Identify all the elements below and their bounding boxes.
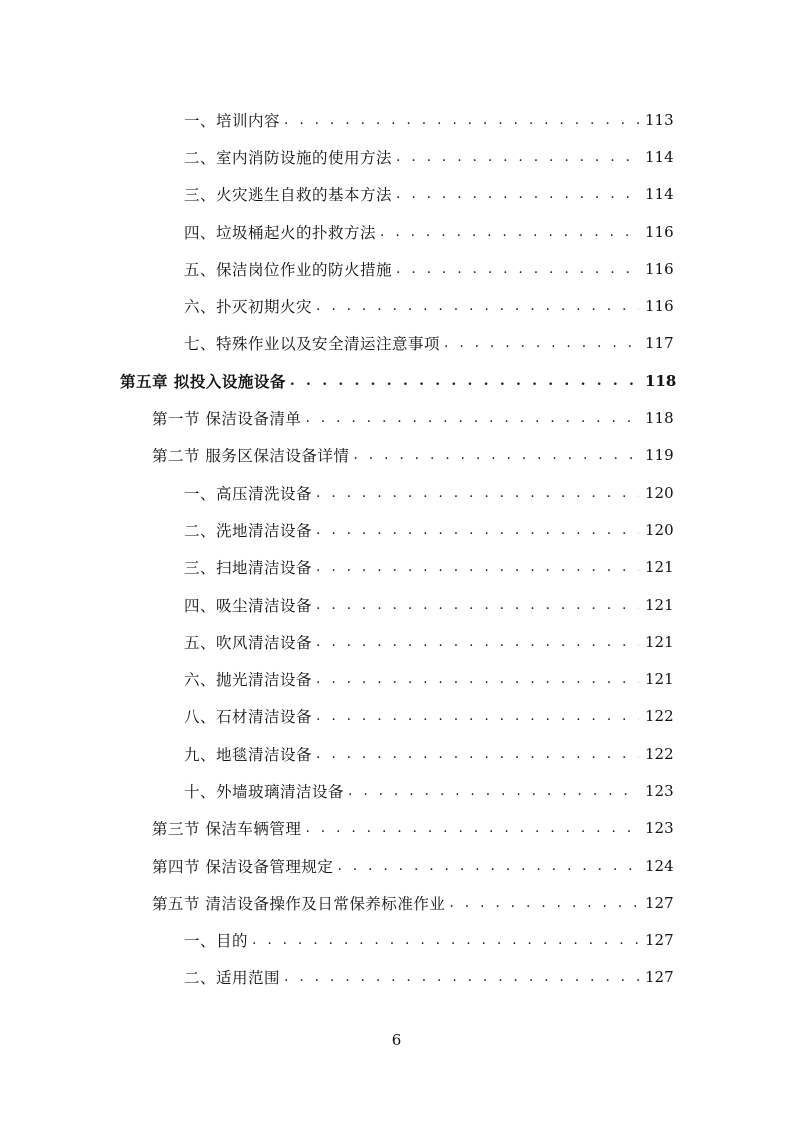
toc-entry-label: 第二节 服务区保洁设备详情 <box>152 447 350 466</box>
toc-entry-page: 118 <box>645 371 677 390</box>
toc-section-entry[interactable] <box>0 399 793 436</box>
toc-entry-page: 122 <box>645 744 674 763</box>
toc-dot-leader <box>316 747 639 761</box>
toc-entry-page: 116 <box>645 222 674 241</box>
toc-entry[interactable] <box>0 511 793 548</box>
toc-entry[interactable] <box>0 735 793 772</box>
toc-entry-label: 第四节 保洁设备管理规定 <box>152 857 334 876</box>
toc-entry[interactable] <box>0 287 793 324</box>
toc-dot-leader <box>396 262 639 276</box>
toc-dot-leader <box>316 560 639 574</box>
toc-dot-leader <box>305 821 639 835</box>
toc-entry-label: 一、高压清洗设备 <box>184 484 313 503</box>
toc-dot-leader <box>353 448 639 462</box>
toc-entry-page: 116 <box>645 259 674 278</box>
toc-entry-label: 第五节 清洁设备操作及日常保养标准作业 <box>152 894 446 913</box>
toc-entry-page: 121 <box>645 595 674 614</box>
toc-entry-label: 第三节 保洁车辆管理 <box>152 820 302 839</box>
toc-entry-label: 九、地毯清洁设备 <box>184 745 313 764</box>
page-number: 6 <box>391 1031 402 1049</box>
toc-entry[interactable] <box>0 250 793 287</box>
toc-entry-label: 二、适用范围 <box>184 969 281 988</box>
toc-entry-label: 四、吸尘清洁设备 <box>184 596 313 615</box>
toc-entry[interactable] <box>0 138 793 175</box>
toc-entry[interactable] <box>0 623 793 660</box>
toc-entry-page: 117 <box>645 334 674 353</box>
toc-entry-page: 124 <box>645 856 674 875</box>
toc-entry[interactable] <box>0 660 793 697</box>
toc-dot-leader <box>316 486 639 500</box>
toc-entry-page: 121 <box>645 632 674 651</box>
toc-dot-leader <box>290 374 639 388</box>
toc-entry-page: 122 <box>645 707 674 726</box>
toc-entry[interactable] <box>0 213 793 250</box>
toc-chapter-entry[interactable] <box>0 362 793 399</box>
toc-entry-page: 127 <box>645 931 674 950</box>
toc-entry-page: 127 <box>645 968 674 987</box>
toc-entry-page: 119 <box>645 446 674 465</box>
toc-section-entry[interactable] <box>0 437 793 474</box>
toc-dot-leader <box>449 896 639 910</box>
toc-entry-label: 一、培训内容 <box>184 111 281 130</box>
toc-entry-label: 第五章 拟投入设施设备 <box>120 371 286 391</box>
toc-dot-leader <box>316 598 639 612</box>
toc-entry[interactable] <box>0 325 793 362</box>
toc-entry-label: 三、扫地清洁设备 <box>184 559 313 578</box>
toc-entry-page: 113 <box>645 110 674 129</box>
toc-entry-label: 一、目的 <box>184 932 249 951</box>
toc-dot-leader <box>380 225 639 239</box>
toc-entry[interactable] <box>0 549 793 586</box>
toc-entry-page: 120 <box>645 483 674 502</box>
toc-dot-leader <box>316 672 639 686</box>
toc-entry-label: 五、保洁岗位作业的防火措施 <box>184 260 393 279</box>
toc-entry[interactable] <box>0 101 793 138</box>
toc-entry-page: 120 <box>645 520 674 539</box>
toc-entry-page: 123 <box>645 819 674 838</box>
toc-entry-label: 第一节 保洁设备清单 <box>152 410 302 429</box>
toc-entry-label: 二、洗地清洁设备 <box>184 521 313 540</box>
toc-entry[interactable] <box>0 698 793 735</box>
toc-entry-page: 118 <box>645 409 674 428</box>
toc-entry[interactable] <box>0 474 793 511</box>
toc-entry-page: 123 <box>645 781 674 800</box>
toc-section-entry[interactable] <box>0 810 793 847</box>
table-of-contents <box>0 101 793 996</box>
toc-section-entry[interactable] <box>0 884 793 921</box>
toc-entry-page: 116 <box>645 297 674 316</box>
toc-dot-leader <box>305 411 639 425</box>
toc-entry-label: 七、特殊作业以及安全清运注意事项 <box>184 335 441 354</box>
toc-dot-leader <box>284 113 639 127</box>
toc-dot-leader <box>444 336 639 350</box>
toc-entry-label: 四、垃圾桶起火的扑救方法 <box>184 223 377 242</box>
toc-entry-page: 114 <box>645 185 674 204</box>
toc-entry-page: 127 <box>645 893 674 912</box>
toc-section-entry[interactable] <box>0 847 793 884</box>
toc-entry-label: 十、外墙玻璃清洁设备 <box>184 782 345 801</box>
toc-dot-leader <box>396 150 639 164</box>
toc-dot-leader <box>316 299 639 313</box>
toc-entry-page: 121 <box>645 670 674 689</box>
toc-dot-leader <box>337 859 639 873</box>
toc-entry[interactable] <box>0 586 793 623</box>
toc-dot-leader <box>316 523 639 537</box>
toc-dot-leader <box>316 709 639 723</box>
toc-dot-leader <box>252 933 639 947</box>
toc-entry[interactable] <box>0 959 793 996</box>
toc-entry[interactable] <box>0 922 793 959</box>
toc-entry-label: 六、抛光清洁设备 <box>184 671 313 690</box>
toc-entry-page: 121 <box>645 558 674 577</box>
toc-entry-label: 八、石材清洁设备 <box>184 708 313 727</box>
toc-entry[interactable] <box>0 772 793 809</box>
toc-entry-label: 五、吹风清洁设备 <box>184 633 313 652</box>
toc-entry[interactable] <box>0 176 793 213</box>
toc-entry-label: 三、火灾逃生自救的基本方法 <box>184 186 393 205</box>
toc-entry-label: 六、扑灭初期火灾 <box>184 298 313 317</box>
toc-dot-leader <box>348 784 639 798</box>
toc-dot-leader <box>284 970 639 984</box>
toc-dot-leader <box>316 635 639 649</box>
toc-dot-leader <box>396 187 639 201</box>
toc-entry-label: 二、室内消防设施的使用方法 <box>184 148 393 167</box>
toc-entry-page: 114 <box>645 147 674 166</box>
